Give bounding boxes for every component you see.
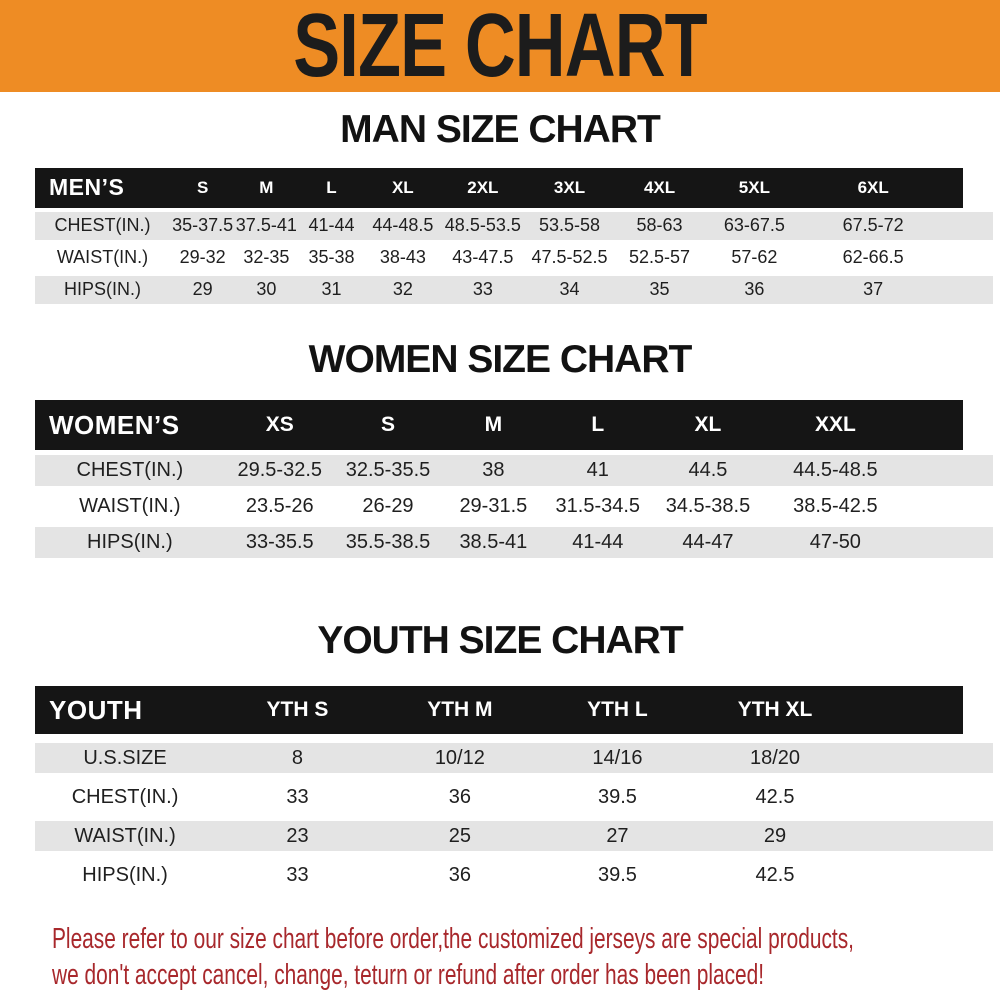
measurement-value-cell: 35-38 [297,244,365,272]
youth-row-u-s-size [35,743,993,773]
men-table-header-row [35,168,993,208]
measurement-value-cell: 29 [695,821,855,851]
measurement-value-cell: 23 [215,821,380,851]
row-filler-cell [943,244,963,272]
header-filler-cell [855,686,963,734]
measurement-value-cell: 38.5-41 [441,527,545,558]
men-size-table [35,164,993,308]
row-edge-cell [963,491,993,522]
measurement-value-cell: 29-31.5 [441,491,545,522]
size-column-header: XL [365,168,440,208]
measurement-value-cell: 42.5 [695,860,855,890]
measurement-value-cell: 33 [215,860,380,890]
youth-table-header-row [35,686,993,734]
measurement-row-label: CHEST(IN.) [35,212,170,240]
size-column-header: 5XL [706,168,804,208]
youth-row-waist-in [35,821,993,851]
measurement-value-cell: 41-44 [297,212,365,240]
table-corner-label: YOUTH [35,686,215,734]
footer-note-line [52,957,1000,993]
measurement-row-label: HIPS(IN.) [35,527,225,558]
measurement-value-cell: 35-37.5 [170,212,235,240]
measurement-value-cell: 25 [380,821,540,851]
size-column-header: YTH XL [695,686,855,734]
measurement-row-label: HIPS(IN.) [35,276,170,304]
row-filler-cell [855,743,963,773]
row-edge-cell [963,743,993,773]
measurement-row-label: WAIST(IN.) [35,244,170,272]
measurement-value-cell: 57-62 [706,244,804,272]
size-chart-banner [0,0,1000,96]
measurement-value-cell: 29 [170,276,235,304]
women-table-header-row [35,400,993,450]
measurement-value-cell: 32 [365,276,440,304]
size-column-header: 2XL [440,168,525,208]
measurement-value-cell: 36 [706,276,804,304]
measurement-value-cell: 36 [380,782,540,812]
measurement-value-cell: 33 [440,276,525,304]
size-column-header: YTH L [540,686,695,734]
measurement-value-cell: 33 [215,782,380,812]
measurement-value-cell: 44.5-48.5 [766,455,905,486]
measurement-value-cell: 30 [235,276,297,304]
measurement-value-cell: 53.5-58 [525,212,613,240]
footer-note-line1-text: Please refer to our size chart before order,the customized jerseys are special products, [52,923,854,956]
measurement-value-cell: 37.5-41 [235,212,297,240]
edge-spacer-cell [963,686,993,734]
women-row-hips-in [35,527,993,558]
measurement-value-cell: 47-50 [766,527,905,558]
banner-title: SIZE CHART [293,0,707,96]
measurement-value-cell: 41 [546,455,650,486]
measurement-value-cell: 67.5-72 [803,212,943,240]
row-edge-cell [963,244,993,272]
measurement-row-label: CHEST(IN.) [35,455,225,486]
row-filler-cell [905,527,963,558]
edge-spacer-cell [963,400,993,450]
measurement-value-cell: 37 [803,276,943,304]
measurement-value-cell: 63-67.5 [706,212,804,240]
measurement-value-cell: 29-32 [170,244,235,272]
size-column-header: M [441,400,545,450]
measurement-value-cell: 38 [441,455,545,486]
footer-note-line2-text: we don't accept cancel, change, teturn or refund after order has been placed! [52,959,765,992]
measurement-value-cell: 34.5-38.5 [650,491,766,522]
row-edge-cell [963,860,993,890]
men-row-hips-in [35,276,993,304]
size-column-header: YTH S [215,686,380,734]
size-column-header: S [335,400,441,450]
size-column-header: 3XL [525,168,613,208]
row-filler-cell [855,782,963,812]
measurement-value-cell: 26-29 [335,491,441,522]
measurement-value-cell: 62-66.5 [803,244,943,272]
measurement-value-cell: 18/20 [695,743,855,773]
footer-note [52,921,1000,993]
row-edge-cell [963,455,993,486]
youth-size-table [35,677,993,899]
size-column-header: XXL [766,400,905,450]
measurement-value-cell: 44-48.5 [365,212,440,240]
row-edge-cell [963,276,993,304]
women-row-chest-in [35,455,993,486]
row-edge-cell [963,821,993,851]
table-corner-label: MEN’S [35,168,170,208]
women-section-heading: WOMEN SIZE CHART [308,337,692,381]
measurement-row-label: CHEST(IN.) [35,782,215,812]
measurement-value-cell: 32-35 [235,244,297,272]
measurement-value-cell: 44-47 [650,527,766,558]
men-row-waist-in [35,244,993,272]
header-filler-cell [905,400,963,450]
row-filler-cell [855,860,963,890]
row-edge-cell [963,782,993,812]
measurement-value-cell: 8 [215,743,380,773]
measurement-value-cell: 36 [380,860,540,890]
size-column-header: YTH M [380,686,540,734]
size-column-header: XS [225,400,335,450]
measurement-value-cell: 23.5-26 [225,491,335,522]
size-column-header: S [170,168,235,208]
measurement-row-label: WAIST(IN.) [35,491,225,522]
row-edge-cell [963,212,993,240]
size-column-header: M [235,168,297,208]
women-size-table [35,395,993,563]
measurement-value-cell: 33-35.5 [225,527,335,558]
measurement-value-cell: 41-44 [546,527,650,558]
edge-spacer-cell [963,168,993,208]
measurement-value-cell: 44.5 [650,455,766,486]
women-row-waist-in [35,491,993,522]
measurement-value-cell: 27 [540,821,695,851]
measurement-value-cell: 39.5 [540,782,695,812]
measurement-value-cell: 35.5-38.5 [335,527,441,558]
measurement-value-cell: 38-43 [365,244,440,272]
row-filler-cell [943,276,963,304]
youth-row-chest-in [35,782,993,812]
measurement-row-label: WAIST(IN.) [35,821,215,851]
size-column-header: L [546,400,650,450]
measurement-value-cell: 31.5-34.5 [546,491,650,522]
size-column-header: 4XL [614,168,706,208]
measurement-value-cell: 29.5-32.5 [225,455,335,486]
measurement-value-cell: 14/16 [540,743,695,773]
measurement-value-cell: 31 [297,276,365,304]
size-column-header: XL [650,400,766,450]
row-filler-cell [905,455,963,486]
men-section-heading: MAN SIZE CHART [340,108,660,151]
measurement-value-cell: 39.5 [540,860,695,890]
row-edge-cell [963,527,993,558]
youth-section-heading: YOUTH SIZE CHART [317,619,683,663]
row-filler-cell [855,821,963,851]
measurement-value-cell: 58-63 [614,212,706,240]
measurement-row-label: U.S.SIZE [35,743,215,773]
measurement-value-cell: 48.5-53.5 [440,212,525,240]
measurement-value-cell: 32.5-35.5 [335,455,441,486]
size-column-header: L [297,168,365,208]
measurement-value-cell: 10/12 [380,743,540,773]
measurement-value-cell: 43-47.5 [440,244,525,272]
row-filler-cell [905,491,963,522]
measurement-value-cell: 52.5-57 [614,244,706,272]
measurement-value-cell: 42.5 [695,782,855,812]
men-row-chest-in [35,212,993,240]
measurement-value-cell: 47.5-52.5 [525,244,613,272]
youth-row-hips-in [35,860,993,890]
size-column-header: 6XL [803,168,943,208]
measurement-value-cell: 35 [614,276,706,304]
measurement-value-cell: 38.5-42.5 [766,491,905,522]
row-filler-cell [943,212,963,240]
table-corner-label: WOMEN’S [35,400,225,450]
footer-note-line [52,921,1000,957]
header-filler-cell [943,168,963,208]
measurement-row-label: HIPS(IN.) [35,860,215,890]
measurement-value-cell: 34 [525,276,613,304]
